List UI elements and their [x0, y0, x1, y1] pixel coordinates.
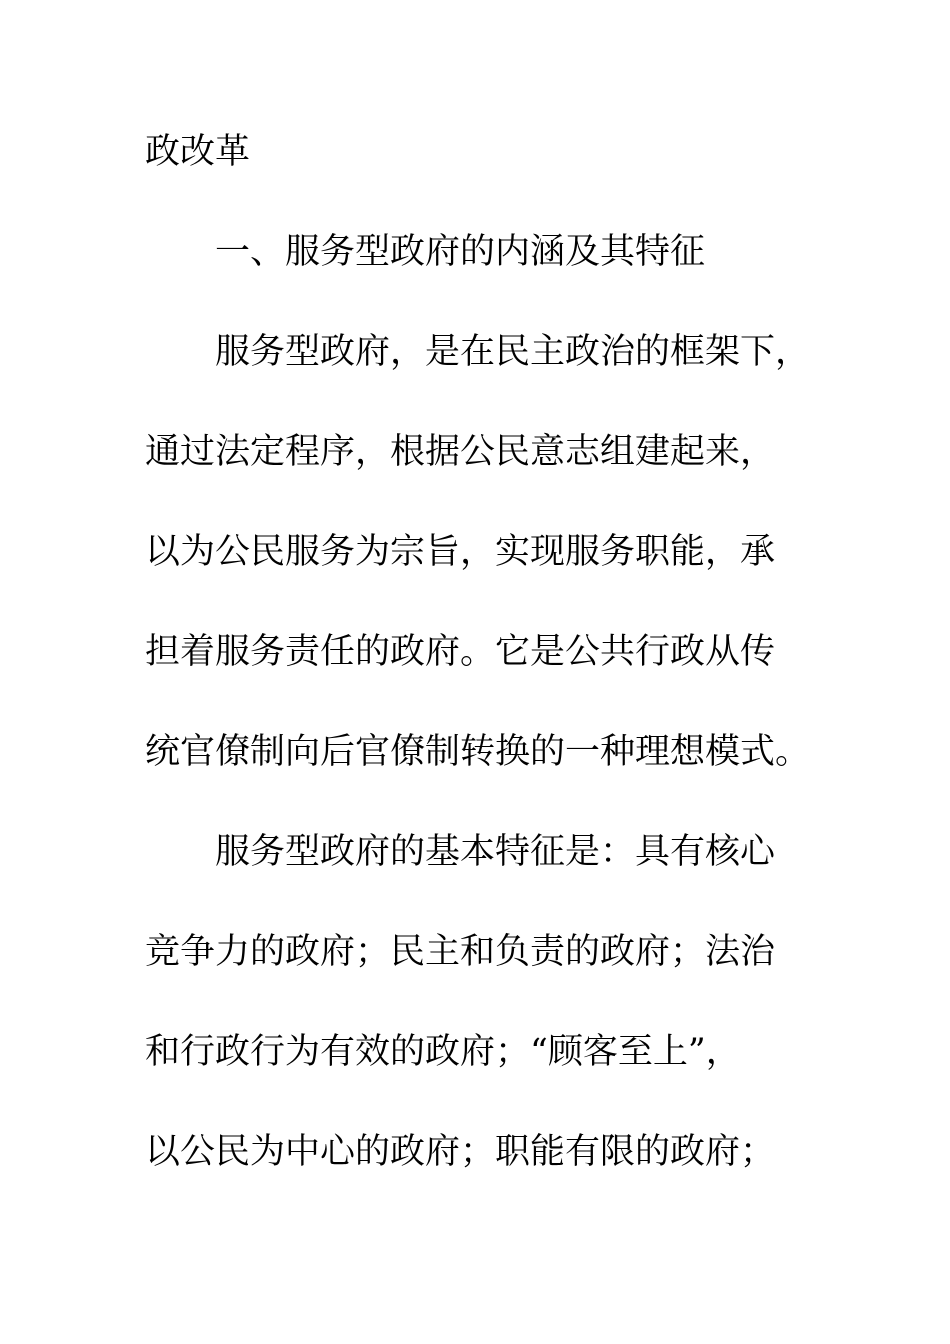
paragraph-line: 服务型政府的基本特征是：具有核心 [215, 832, 776, 872]
paragraph-line: 通过法定程序，根据公民意志组建起来， [145, 432, 776, 472]
paragraph-line: 和行政行为有效的政府；“顾客至上”， [145, 1032, 741, 1072]
paragraph-line: 担着服务责任的政府。它是公共行政从传 [145, 632, 776, 672]
text-line-continuation: 政改革 [145, 132, 251, 172]
paragraph-line: 统官僚制向后官僚制转换的一种理想模式。 [145, 732, 811, 772]
paragraph-line: 以为公民服务为宗旨，实现服务职能，承 [145, 532, 776, 572]
paragraph-line: 以公民为中心的政府；职能有限的政府； [145, 1132, 776, 1172]
paragraph-line: 服务型政府，是在民主政治的框架下， [215, 332, 811, 372]
section-heading: 一、服务型政府的内涵及其特征 [215, 232, 706, 272]
paragraph-line: 竞争力的政府；民主和负责的政府；法治 [145, 932, 776, 972]
